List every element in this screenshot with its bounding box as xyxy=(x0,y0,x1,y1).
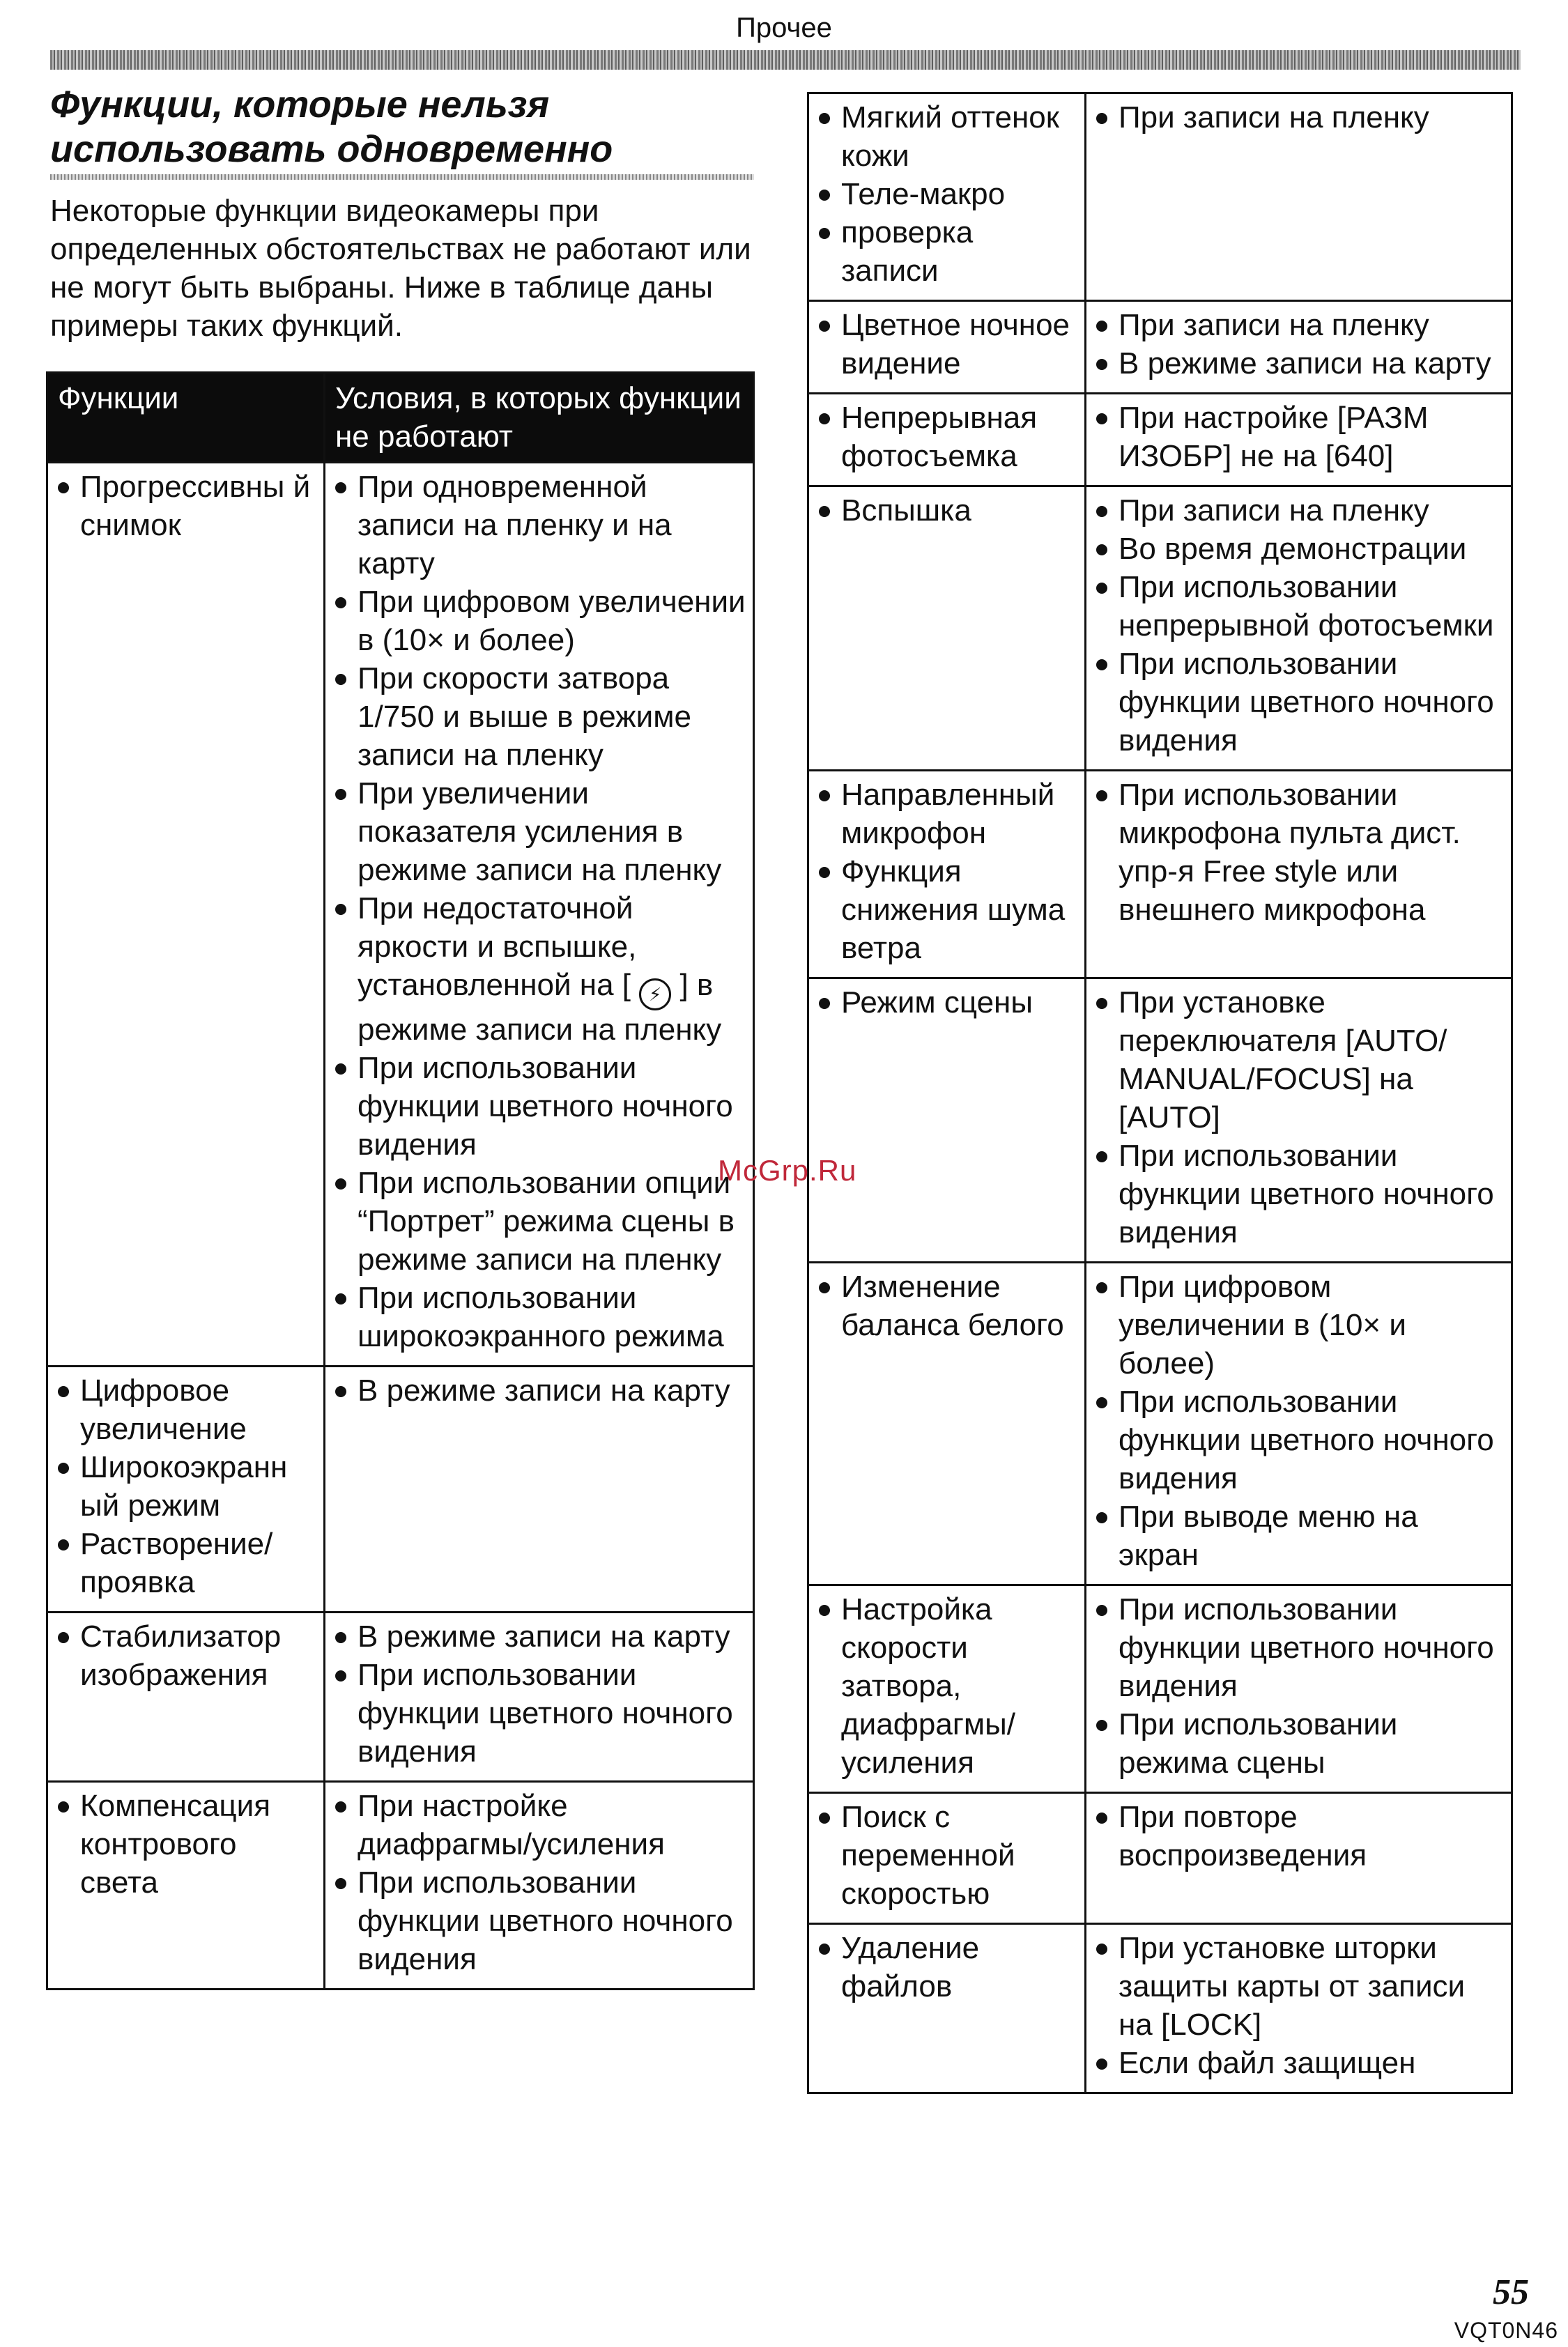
condition-cell xyxy=(1086,1263,1512,1585)
function-list xyxy=(56,468,316,544)
function-item: Прогрессивны й снимок xyxy=(56,468,316,544)
condition-item: При установке переключателя [AUTO/ MANUAL/FOCUS] на [AUTO] xyxy=(1095,983,1504,1137)
condition-item: При установке шторки защиты карты от записи на [LOCK] xyxy=(1095,1929,1504,2044)
function-item: Компенсация контрового света xyxy=(56,1787,316,1902)
condition-item: При использовании функции цветного ночного видения xyxy=(1095,645,1504,760)
function-list xyxy=(56,1617,316,1694)
condition-list xyxy=(1095,1798,1504,1875)
function-cell xyxy=(808,93,1086,301)
table-header-row xyxy=(47,373,754,463)
condition-item: При одновременной записи на пленку и на карту xyxy=(334,468,746,583)
function-list xyxy=(817,1268,1077,1344)
page-title-line-2: использовать одновременно xyxy=(50,128,613,170)
condition-cell xyxy=(1086,1793,1512,1924)
intro-paragraph: Некоторые функции видеокамеры при определенных обстоятельствах не работают или не могут быть выбраны. Ниже в таблице даны примеры таких функций. xyxy=(50,194,751,343)
function-cell xyxy=(47,1613,325,1782)
condition-item: При выводе меню на экран xyxy=(1095,1498,1504,1574)
condition-list xyxy=(1095,306,1504,383)
condition-item: В режиме записи на карту xyxy=(334,1617,746,1656)
function-list xyxy=(56,1787,316,1902)
condition-item: Если файл защищен xyxy=(1095,2044,1504,2082)
table-row xyxy=(808,771,1512,978)
function-item: Непрерывная фотосъемка xyxy=(817,399,1077,475)
header-functions: Функции xyxy=(47,373,325,463)
function-list xyxy=(56,1371,316,1601)
condition-item: Во время демонстрации xyxy=(1095,530,1504,568)
condition-cell xyxy=(1086,978,1512,1263)
header-rule xyxy=(50,50,1521,70)
condition-list xyxy=(1095,1268,1504,1574)
function-list xyxy=(817,491,1077,530)
function-item: Вспышка xyxy=(817,491,1077,530)
function-cell xyxy=(808,771,1086,978)
table-row xyxy=(808,93,1512,301)
function-item: Мягкий оттенок кожи xyxy=(817,98,1077,175)
function-list xyxy=(817,306,1077,383)
function-cell xyxy=(47,1367,325,1613)
table-row xyxy=(808,486,1512,771)
condition-cell xyxy=(1086,301,1512,394)
function-cell xyxy=(808,301,1086,394)
table-row xyxy=(808,394,1512,486)
function-item: Направленный микрофон xyxy=(817,776,1077,852)
condition-list xyxy=(334,1617,746,1771)
condition-item: При использовании функции цветного ночного видения xyxy=(1095,1383,1504,1498)
condition-cell xyxy=(1086,1585,1512,1793)
title-rule xyxy=(50,174,754,180)
condition-list xyxy=(1095,1590,1504,1782)
condition-item: В режиме записи на карту xyxy=(1095,344,1504,383)
section-title: Прочее xyxy=(736,13,832,43)
condition-item: При использовании непрерывной фотосъемки xyxy=(1095,568,1504,645)
function-cell xyxy=(808,1585,1086,1793)
table-row xyxy=(47,1613,754,1782)
function-cell xyxy=(808,486,1086,771)
function-item: Стабилизатор изображения xyxy=(56,1617,316,1694)
page-number: 55 xyxy=(1493,2272,1529,2312)
table-body-left xyxy=(47,463,754,1990)
condition-list xyxy=(1095,983,1504,1252)
table-row xyxy=(47,463,754,1367)
function-cell xyxy=(808,1263,1086,1585)
function-item: Растворение/ проявка xyxy=(56,1525,316,1601)
condition-cell xyxy=(1086,93,1512,301)
function-item: Цветное ночное видение xyxy=(817,306,1077,383)
condition-item: При недостаточной яркости и вспышке, установленной на [ ⚡ ] в режиме записи на пленку xyxy=(334,889,746,1049)
function-item: Режим сцены xyxy=(817,983,1077,1022)
table-row xyxy=(808,1924,1512,2093)
function-list xyxy=(817,399,1077,475)
condition-item: При увеличении показателя усиления в режиме записи на пленку xyxy=(334,774,746,889)
functions-table-left xyxy=(46,371,755,1990)
condition-list xyxy=(334,1787,746,1978)
condition-item: В режиме записи на карту xyxy=(334,1371,746,1410)
function-list xyxy=(817,98,1077,290)
table-row xyxy=(47,1782,754,1990)
condition-list xyxy=(1095,399,1504,475)
function-list xyxy=(817,776,1077,967)
table-body-right xyxy=(808,93,1512,2093)
condition-list xyxy=(1095,776,1504,929)
table-row xyxy=(808,1263,1512,1585)
condition-cell xyxy=(1086,486,1512,771)
condition-cell xyxy=(325,1367,754,1613)
function-list xyxy=(817,1590,1077,1782)
condition-list xyxy=(334,1371,746,1410)
function-list xyxy=(817,1929,1077,2006)
condition-item: При настройке [РАЗМ ИЗОБР] не на [640] xyxy=(1095,399,1504,475)
condition-item: При использовании широкоэкранного режима xyxy=(334,1279,746,1355)
function-item: проверка записи xyxy=(817,213,1077,290)
page-title-line-1: Функции, которые нельзя xyxy=(50,84,550,125)
function-item: Цифровое увеличение xyxy=(56,1371,316,1448)
condition-cell xyxy=(1086,1924,1512,2093)
table-row xyxy=(808,978,1512,1263)
condition-item: При использовании функции цветного ночного видения xyxy=(334,1863,746,1978)
condition-cell xyxy=(325,1782,754,1990)
flash-off-icon: ⚡ xyxy=(639,978,671,1010)
function-item: Настройка скорости затвора, диафрагмы/ усиления xyxy=(817,1590,1077,1782)
table-row xyxy=(808,1585,1512,1793)
function-list xyxy=(817,1798,1077,1913)
condition-list xyxy=(1095,491,1504,760)
condition-item: При скорости затвора 1/750 и выше в режиме записи на пленку xyxy=(334,659,746,774)
table-row xyxy=(808,301,1512,394)
condition-cell xyxy=(1086,771,1512,978)
function-item: Теле-макро xyxy=(817,175,1077,213)
condition-item: При использовании функции цветного ночного видения xyxy=(334,1656,746,1771)
functions-table-right xyxy=(807,92,1513,2094)
condition-item: При использовании функции цветного ночного видения xyxy=(1095,1137,1504,1252)
function-item: Изменение баланса белого xyxy=(817,1268,1077,1344)
condition-cell xyxy=(325,1613,754,1782)
function-cell xyxy=(808,1924,1086,2093)
condition-item: При использовании микрофона пульта дист. упр-я Free style или внешнего микрофона xyxy=(1095,776,1504,929)
function-list xyxy=(817,983,1077,1022)
page-title xyxy=(50,82,754,171)
condition-item: При цифровом увеличении в (10× и более) xyxy=(1095,1268,1504,1383)
table-row xyxy=(808,1793,1512,1924)
condition-list xyxy=(1095,98,1504,137)
condition-item: При использовании функции цветного ночного видения xyxy=(334,1049,746,1164)
function-cell xyxy=(47,463,325,1367)
function-cell xyxy=(47,1782,325,1990)
condition-item: При цифровом увеличении в (10× и более) xyxy=(334,583,746,659)
condition-item: При настройке диафрагмы/усиления xyxy=(334,1787,746,1863)
condition-item: При использовании режима сцены xyxy=(1095,1705,1504,1782)
condition-list xyxy=(334,468,746,1355)
condition-item: При повторе воспроизведения xyxy=(1095,1798,1504,1875)
condition-item: При использовании опции “Портрет” режима сцены в режиме записи на пленку xyxy=(334,1164,746,1279)
table-row xyxy=(47,1367,754,1613)
condition-item: При записи на пленку xyxy=(1095,491,1504,530)
function-item: Удаление файлов xyxy=(817,1929,1077,2006)
function-cell xyxy=(808,394,1086,486)
function-cell xyxy=(808,978,1086,1263)
function-item: Функция снижения шума ветра xyxy=(817,852,1077,967)
header-conditions: Условия, в которых функции не работают xyxy=(325,373,754,463)
document-code: VQT0N46 xyxy=(1454,2318,1558,2343)
condition-item: При использовании функции цветного ночного видения xyxy=(1095,1590,1504,1705)
function-cell xyxy=(808,1793,1086,1924)
function-item: Широкоэкранн ый режим xyxy=(56,1448,316,1525)
condition-cell xyxy=(325,463,754,1367)
condition-item: При записи на пленку xyxy=(1095,306,1504,344)
watermark: McGrp.Ru xyxy=(718,1154,857,1187)
function-item: Поиск с переменной скоростью xyxy=(817,1798,1077,1913)
condition-list xyxy=(1095,1929,1504,2082)
condition-item: При записи на пленку xyxy=(1095,98,1504,137)
condition-cell xyxy=(1086,394,1512,486)
